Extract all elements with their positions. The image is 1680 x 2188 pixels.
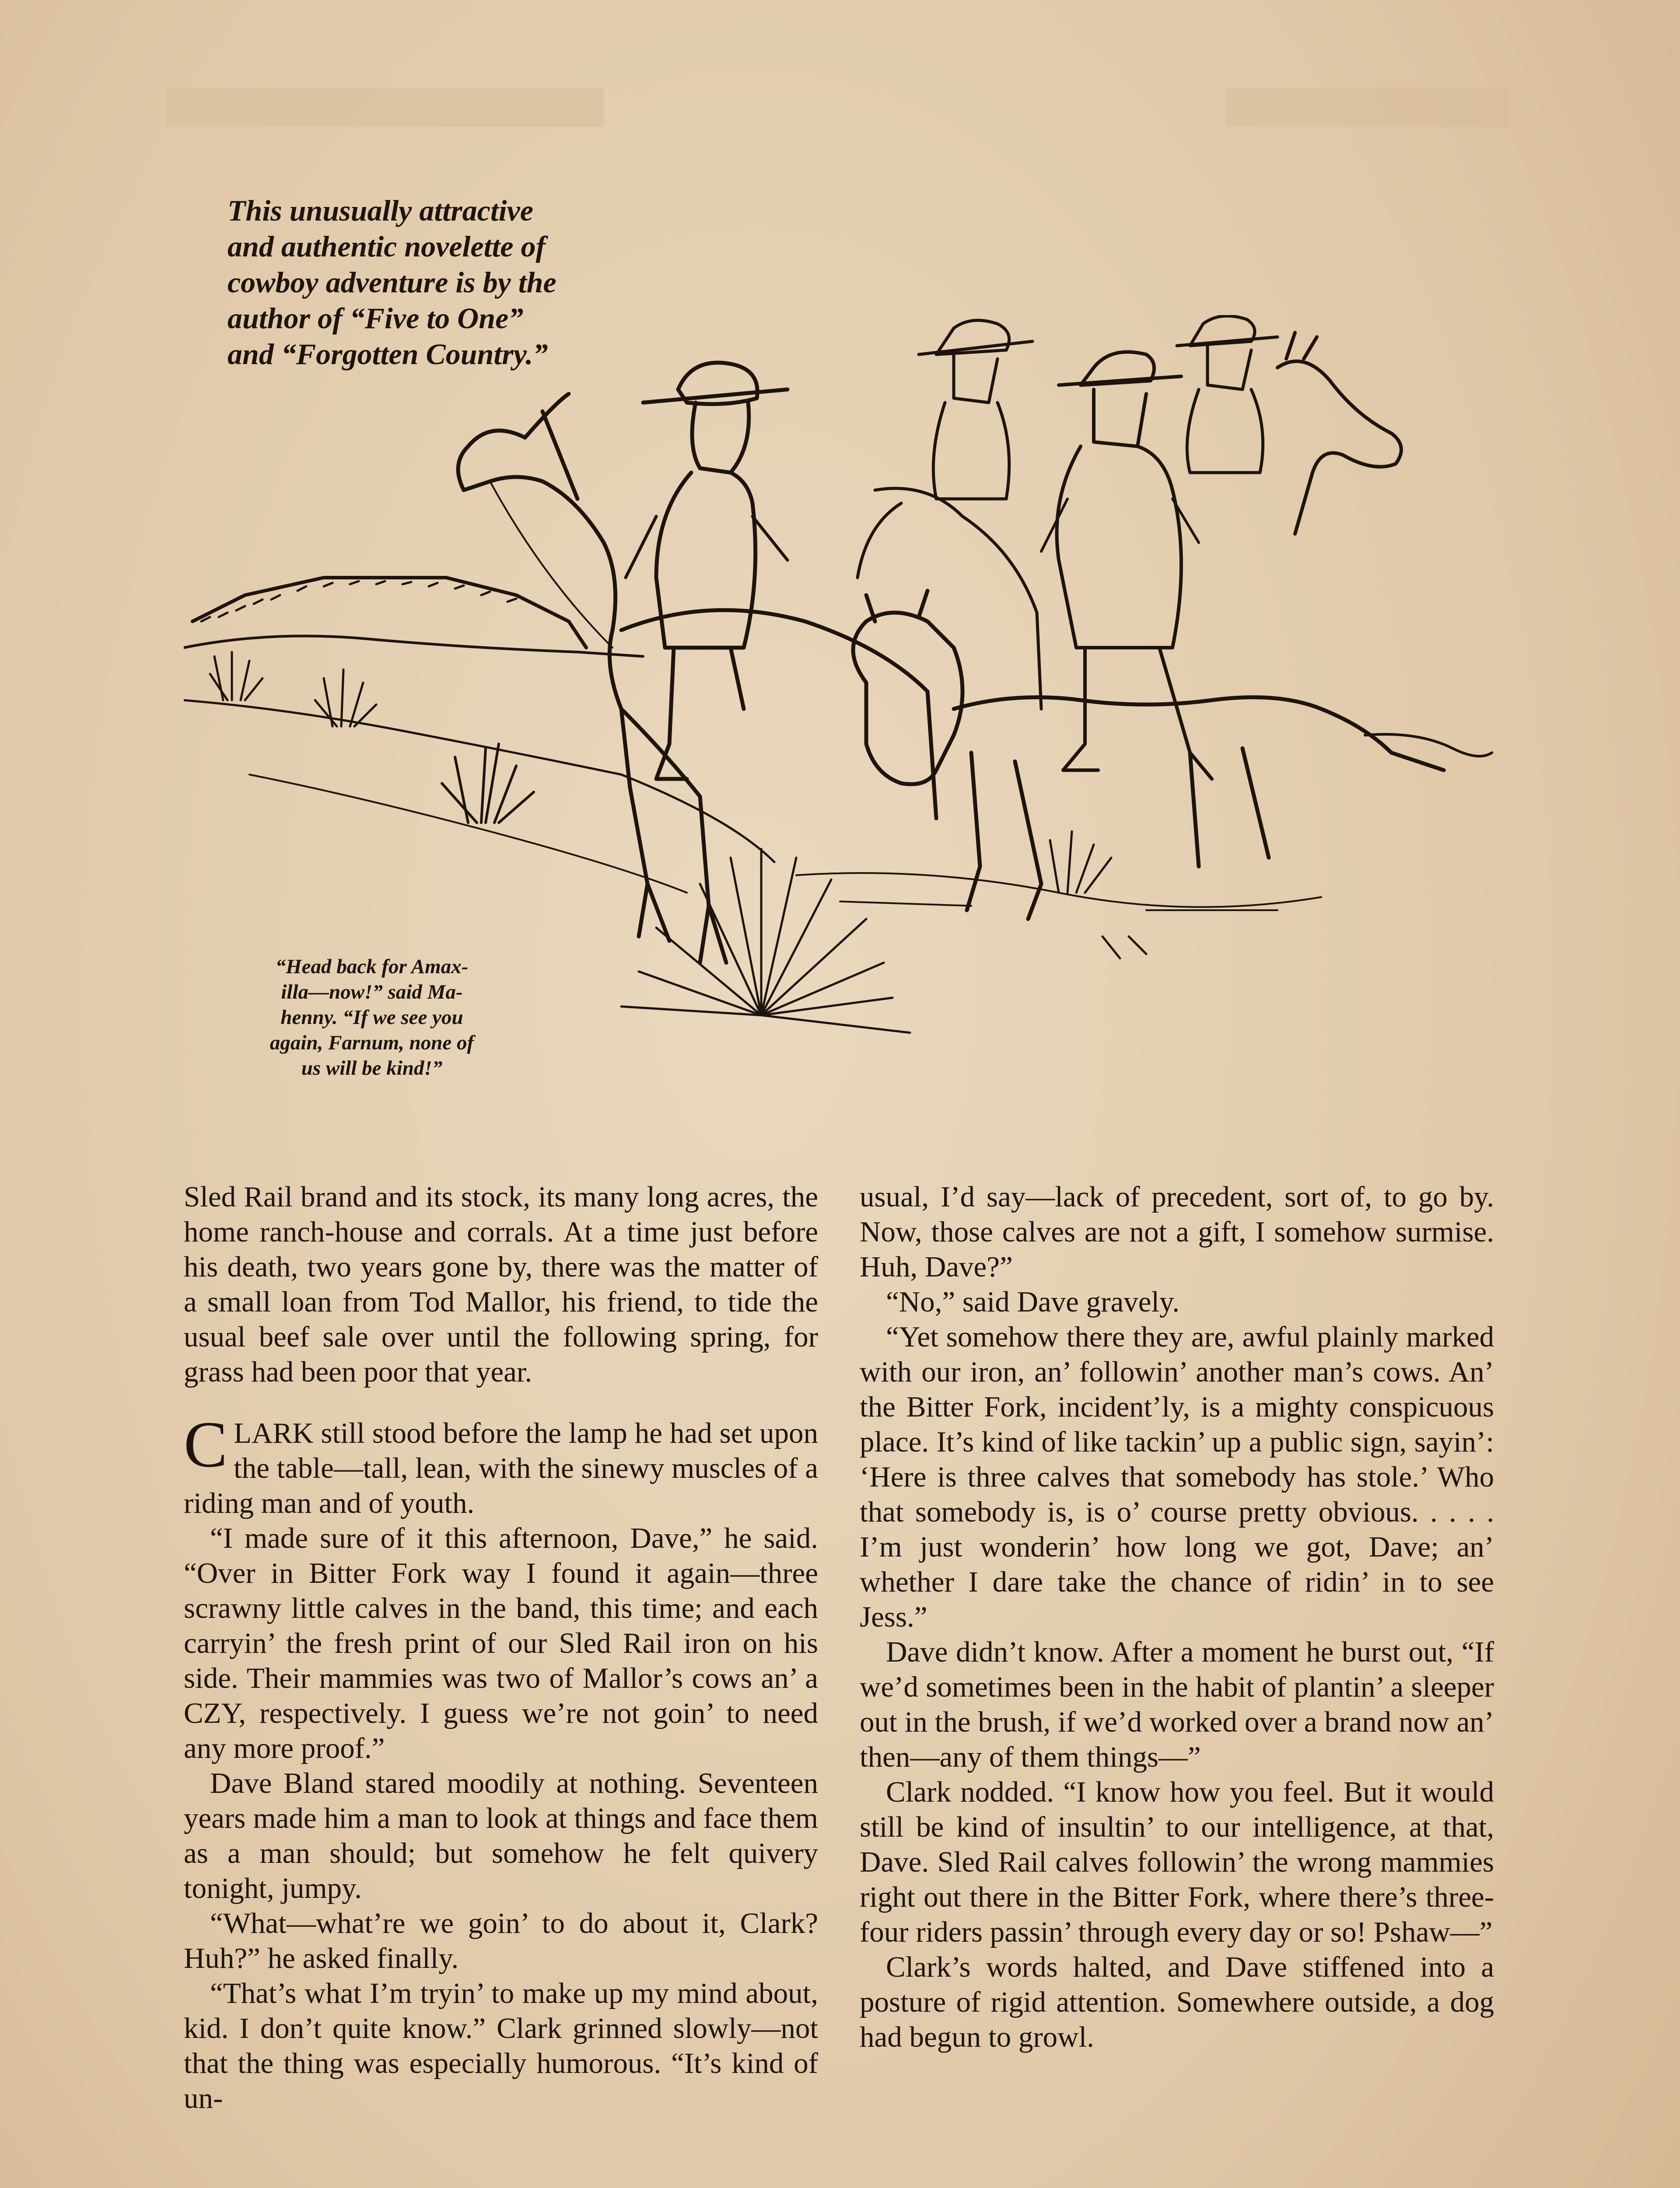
paragraph: “That’s what I’m tryin’ to make up my mind about, kid. I don’t quite know.” Clark grinned slowly—not that the thing was especially humorous. “It’s kind of un-	[184, 1977, 818, 2114]
paragraph: “What—what’re we goin’ to do about it, Clark? Huh?” he asked finally.	[184, 1907, 818, 1974]
blurb-line: and authentic novelette of	[228, 230, 546, 263]
paragraph: usual, I’d say—lack of precedent, sort of, to go by. Now, those calves are not a gift, I somehow surmise. Huh, Dave?”	[860, 1181, 1494, 1283]
left-column	[184, 1179, 818, 2116]
caption-line: illa—now!” said Ma-	[281, 981, 463, 1003]
paragraph: “I made sure of it this afternoon, Dave,” he said. “Over in Bitter Fork way I found it again—three scrawny little calves in the band, this time; and each carryin’ the fresh print of our Sled Rail iron on his side. Their mammies was two of Mallor’s cows an’ a CZY, respectively. I guess we’re not goin’ to need any more proof.”	[184, 1522, 818, 1764]
section-opening-paragraph	[184, 1408, 818, 1521]
paragraph: Sled Rail brand and its stock, its many long acres, the home ranch-house and corrals. At a time just before his death, two years gone by, there was the matter of a small loan from Tod Mallor, his friend, to tide the usual beef sale over until the following spring, for grass had been poor that year.	[184, 1181, 818, 1388]
paragraph: Dave Bland stared moodily at nothing. Seventeen years made him a man to look at things and face them as a man should; but somehow he felt quivery tonight, jumpy.	[184, 1767, 818, 1904]
ground-line-2	[249, 775, 687, 893]
fourth-rider	[1177, 316, 1278, 473]
caption-line: henny. “If we see you	[280, 1006, 463, 1029]
blurb-line: cowboy adventure is by the	[228, 266, 556, 299]
mesa-shading	[201, 581, 516, 621]
paragraph: “No,” said Dave gravely.	[886, 1286, 1180, 1318]
caption-line: again, Farnum, none of	[270, 1031, 474, 1054]
third-rider	[1041, 352, 1212, 779]
sagebrush-center	[442, 744, 534, 823]
blurb-line: This unusually attractive	[228, 194, 533, 227]
paragraph: Dave didn’t know. After a moment he burst out, “If we’d sometimes been in the habit of plantin’ a sleeper out in the brush, if we’d worked over a brand now an’ then—any of them things—”	[860, 1636, 1494, 1773]
story-blurb	[228, 193, 661, 372]
bleed-through-left	[166, 88, 604, 127]
mesa-base	[184, 636, 643, 656]
blurb-line: and “Forgotten Country.”	[228, 337, 548, 371]
front-horse	[853, 591, 1444, 919]
sagebrush-left	[210, 652, 376, 726]
yucca-plant	[621, 849, 910, 1033]
right-horse	[1278, 333, 1401, 534]
caption-line: us will be kind!”	[301, 1057, 443, 1080]
paragraph: Clark nodded. “I know how you feel. But it would still be kind of insultin’ to our intelligence, at that, Dave. Sled Rail calves followin’ the wrong mammies right out there in the Bitter Fork, where there’s three-four riders passin’ through every day or so! Pshaw—”	[860, 1776, 1494, 1948]
drop-cap: C	[184, 1408, 228, 1481]
paragraph: Clark’s words halted, and Dave stiffened into a posture of rigid attention. Somewhere outside, a dog had begun to growl.	[860, 1951, 1494, 2053]
grass-right	[1050, 831, 1146, 958]
lead-rider	[626, 363, 788, 779]
paragraph-text: LARK still stood before the lamp he had set upon the table—tall, lean, with the sinewy muscles of a riding man and of youth.	[184, 1417, 818, 1519]
blurb-line: author of “Five to One”	[228, 302, 524, 335]
reins	[490, 481, 612, 648]
paragraph: “Yet somehow there they are, awful plainly marked with our iron, an’ followin’ another man’s cows. An’ the Bitter Fork, incident’ly, is a mighty conspicuous place. It’s kind of like tackin’ up a public sign, sayin’: ‘Here is three calves that somebody has stole.’ Who that somebody is, is o’ course pretty obvious. . . . . I’m just wonderin’ how long we got, Dave; an’ whether I dare take the chance of ridin’ in to see Jess.”	[860, 1321, 1494, 1633]
illustration-caption	[214, 954, 529, 1081]
right-column	[860, 1179, 1494, 2055]
second-rider	[858, 320, 1041, 709]
bleed-through-right	[1225, 88, 1509, 127]
caption-line: “Head back for Amax-	[275, 955, 469, 978]
